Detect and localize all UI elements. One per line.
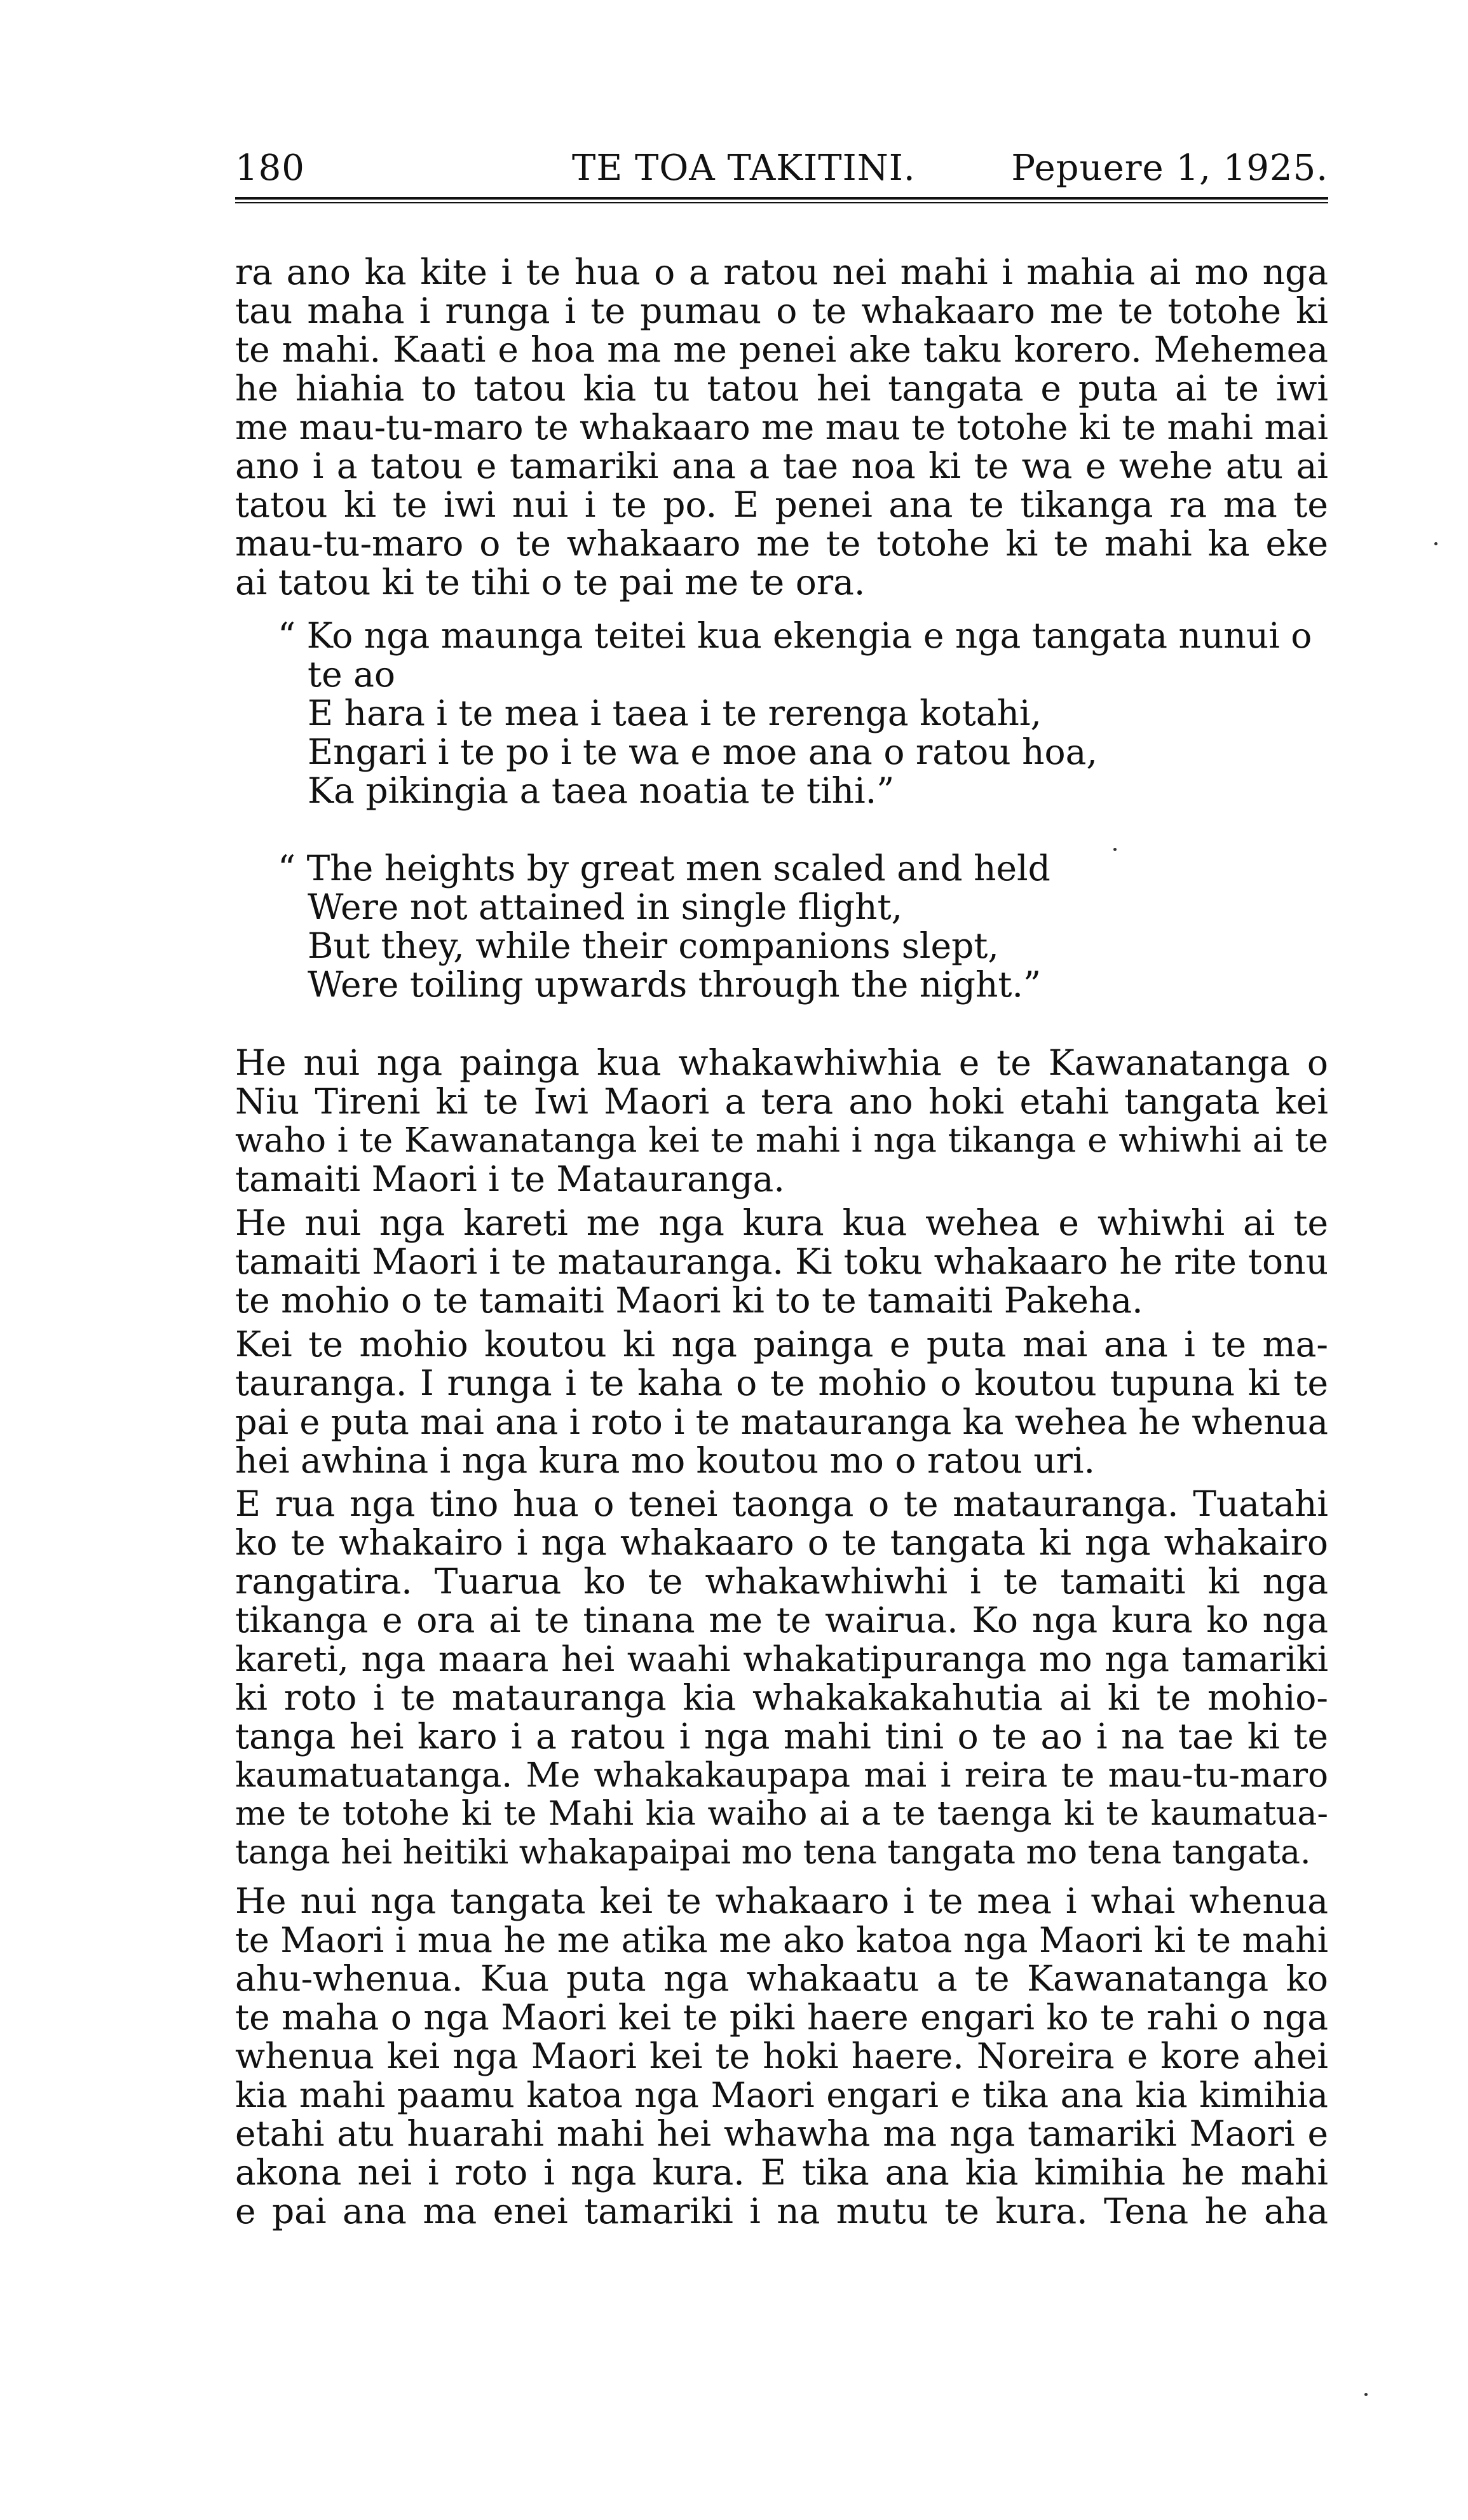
text-line: kaumatuatanga. Me whakakaupapa mai i reira te mau-tu-maro	[235, 1756, 1328, 1795]
issue-date: Pepuere 1, 1925.	[1011, 147, 1328, 189]
maori-verse	[278, 616, 1326, 810]
text-line: E rua nga tino hua o tenei taonga o te matauranga. Tuatahi	[235, 1483, 1328, 1524]
text-line: te mahi. Kaati e hoa ma me penei ake taku korero. Mehemea	[235, 329, 1328, 370]
verse-line: “ The heights by great men scaled and held	[278, 848, 1050, 889]
verse-line: “ Ko nga maunga teitei kua ekengia e nga tangata nunui o	[278, 615, 1312, 656]
text-line: tamaiti Maori i te Matauranga.	[235, 1159, 785, 1199]
paragraph	[235, 1325, 1328, 1480]
text-line: tamaiti Maori i te matauranga. Ki toku whakaaro he rite tonu	[235, 1241, 1328, 1282]
text-line: hei awhina i nga kura mo koutou mo o ratou uri.	[235, 1440, 1095, 1481]
text-line: pai e puta mai ana i roto i te matauranga ka wehea he whenua	[235, 1402, 1328, 1442]
text-line: mau-tu-maro o te whakaaro me te totohe ki te mahi ka eke	[235, 523, 1328, 564]
text-line: ra ano ka kite i te hua o a ratou nei mahi i mahia ai mo nga	[235, 252, 1328, 292]
text-line: tikanga e ora ai te tinana me te wairua. Ko nga kura ko nga	[235, 1600, 1328, 1640]
verse-line: te ao	[308, 654, 396, 695]
text-line: Kei te mohio koutou ki nga painga e puta mai ana i te ma-	[235, 1324, 1328, 1365]
text-line: He nui nga painga kua whakawhiwhia e te Kawanatanga o	[235, 1042, 1328, 1083]
text-line: rangatira. Tuarua ko te whakawhiwhi i te tamaiti ki nga	[235, 1561, 1328, 1602]
text-line: tau maha i runga i te pumau o te whakaaro me te totohe ki	[235, 290, 1328, 331]
opening-paragraph	[235, 253, 1328, 602]
text-line: etahi atu huarahi mahi hei whawha ma nga tamariki Maori e	[235, 2113, 1328, 2154]
verse-line: Engari i te po i te wa e moe ana o ratou hoa,	[308, 732, 1098, 772]
paragraph	[235, 1204, 1328, 1320]
print-speck	[1113, 848, 1117, 851]
text-line: Niu Tireni ki te Iwi Maori a tera ano hoki etahi tangata kei	[235, 1081, 1328, 1122]
text-line: whenua kei nga Maori kei te hoki haere. Noreira e kore ahei	[235, 2036, 1328, 2076]
text-line: he hiahia to tatou kia tu tatou hei tangata e puta ai te iwi	[235, 368, 1328, 409]
text-line: ko te whakairo i nga whakaaro o te tangata ki nga whakairo	[235, 1522, 1328, 1563]
verse-line: Were not attained in single flight,	[308, 887, 903, 927]
print-speck	[1364, 2393, 1368, 2396]
text-line: He nui nga kareti me nga kura kua wehea e whiwhi ai te	[235, 1202, 1328, 1243]
text-line: me mau-tu-maro te whakaaro me mau te totohe ki te mahi mai	[235, 407, 1328, 447]
text-line: te maha o nga Maori kei te piki haere engari ko te rahi o nga	[235, 1997, 1328, 2038]
text-line: tanga hei heitiki whakapaipai mo tena tangata mo tena tangata.	[235, 1834, 1311, 1872]
verse-line: But they, while their companions slept,	[308, 925, 999, 966]
text-line: ano i a tatou e tamariki ana a tae noa ki te wa e wehe atu ai	[235, 446, 1328, 486]
text-line: waho i te Kawanatanga kei te mahi i nga tikanga e whiwhi ai te	[235, 1121, 1328, 1160]
text-line: te Maori i mua he me atika me ako katoa nga Maori ki te mahi	[235, 1920, 1328, 1960]
english-verse	[278, 849, 1326, 1004]
paragraph	[235, 1882, 1328, 2231]
text-line: e pai ana ma enei tamariki i na mutu te kura. Tena he aha	[235, 2191, 1328, 2231]
paragraph	[235, 1485, 1328, 1872]
header-rule-thin	[235, 202, 1328, 203]
text-line: te mohio o te tamaiti Maori ki to te tamaiti Pakeha.	[235, 1280, 1143, 1321]
text-line: akona nei i roto i nga kura. E tika ana kia kimihia he mahi	[235, 2152, 1328, 2193]
text-line: tanga hei karo i a ratou i nga mahi tini o te ao i na tae ki te	[235, 1716, 1328, 1757]
journal-title: TE TOA TAKITINI.	[572, 147, 916, 189]
text-line: He nui nga tangata kei te whakaaro i te mea i whai whenua	[235, 1881, 1328, 1921]
header-rule	[235, 197, 1328, 200]
text-line: kia mahi paamu katoa nga Maori engari e tika ana kia kimihia	[235, 2075, 1328, 2115]
text-line: me te totohe ki te Mahi kia waiho ai a te taenga ki te kaumatua-	[235, 1795, 1328, 1833]
text-line: tatou ki te iwi nui i te po. E penei ana te tikanga ra ma te	[235, 484, 1328, 525]
print-speck	[1434, 542, 1437, 545]
verse-line: E hara i te mea i taea i te rerenga kotahi,	[308, 693, 1042, 733]
page-number: 180	[235, 147, 305, 189]
verse-line: Ka pikingia a taea noatia te tihi.”	[308, 770, 895, 811]
paragraph	[235, 1044, 1328, 1199]
verse-line: Were toiling upwards through the night.”	[308, 964, 1042, 1005]
text-line: ai tatou ki te tihi o te pai me te ora.	[235, 562, 866, 603]
text-line: ahu-whenua. Kua puta nga whakaatu a te Kawanatanga ko	[235, 1958, 1328, 1999]
text-line: tauranga. I runga i te kaha o te mohio o koutou tupuna ki te	[235, 1363, 1328, 1403]
page-header	[235, 147, 1328, 198]
text-line: kareti, nga maara hei waahi whakatipuranga mo nga tamariki	[235, 1639, 1328, 1679]
text-line: ki roto i te matauranga kia whakakakahutia ai ki te mohio-	[235, 1677, 1328, 1718]
